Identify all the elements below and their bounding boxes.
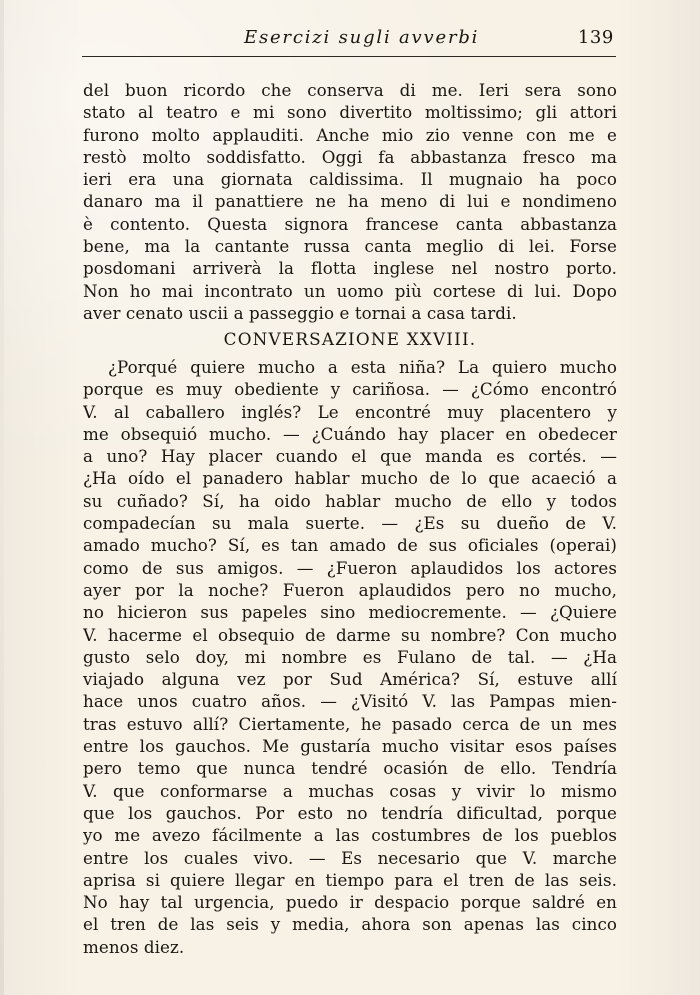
text-line: ieri era una giornata caldissima. Il mugnaio ha poco xyxy=(83,169,617,190)
text-line: è contento. Questa signora francese canta abbastanza xyxy=(83,213,617,234)
conversation-line: porque es muy obediente y cariñosa. — ¿Cómo encontró xyxy=(83,379,617,400)
conversation-line: amado mucho? Sí, es tan amado de sus oficiales (operai) xyxy=(83,535,617,556)
conversation-line: gusto selo doy, mi nombre es Fulano de tal. — ¿Ha xyxy=(83,646,617,667)
conversation-line: viajado alguna vez por Sud América? Sí, estuve allí xyxy=(83,669,617,690)
conversation-line: como de sus amigos. — ¿Fueron aplaudidos los actores xyxy=(83,557,617,578)
text-line: Non ho mai incontrato un uomo più cortese di lui. Dopo xyxy=(83,280,617,301)
text-line: danaro ma il panattiere ne ha meno di lui e nondimeno xyxy=(83,191,617,212)
conversation-line: su cuñado? Sí, ha oido hablar mucho de ello y todos xyxy=(83,490,617,511)
text-line: del buon ricordo che conserva di me. Ieri sera sono xyxy=(83,80,617,100)
conversation-line: yo me avezo fácilmente a las costumbres de los pueblos xyxy=(83,825,617,846)
conversation-line: V. hacerme el obsequio de darme su nombre? Con mucho xyxy=(83,624,617,645)
left-page-margin xyxy=(0,0,4,995)
conversation-line: menos diez. xyxy=(83,936,185,957)
conversation-line: aprisa si quiere llegar en tiempo para el tren de las seis. xyxy=(83,869,617,890)
page-number: 139 xyxy=(577,27,614,48)
conversation-line: el tren de las seis y media, ahora son apenas las cinco xyxy=(83,914,617,935)
conversation-text xyxy=(83,356,617,958)
conversation-line: No hay tal urgencia, puedo ir despacio porque saldré en xyxy=(83,892,617,913)
conversation-line: pero temo que nunca tendré ocasión de ello. Tendría xyxy=(83,758,617,779)
text-line: stato al teatro e mi sono divertito moltissimo; gli attori xyxy=(83,102,617,123)
conversation-line: hace unos cuatro años. — ¿Visitó V. las Pampas mien- xyxy=(83,691,617,712)
conversation-line: entre los gauchos. Me gustaría mucho visitar esos países xyxy=(83,736,617,757)
conversation-line: compadecían su mala suerte. — ¿Es su dueño de V. xyxy=(83,513,617,534)
conversation-heading: CONVERSAZIONE XXVIII. xyxy=(223,329,477,349)
text-line: aver cenato uscii a passeggio e tornai a casa tardi. xyxy=(83,302,517,323)
running-head xyxy=(82,26,616,57)
conversation-line: V. al caballero inglés? Le encontré muy placentero y xyxy=(83,401,617,422)
conversation-line: tras estuvo allí? Ciertamente, he pasado cerca de un mes xyxy=(83,713,617,734)
conversation-line: ¿Porqué quiere mucho a esta niña? La quiero mucho xyxy=(108,357,617,377)
italian-exercise-text xyxy=(83,79,617,324)
conversation-line: V. que conformarse a muchas cosas y vivir lo mismo xyxy=(83,780,617,801)
conversation-line: no hicieron sus papeles sino mediocremente. — ¿Quiere xyxy=(83,602,617,623)
conversation-line: entre los cuales vivo. — Es necesario que V. marche xyxy=(83,847,617,868)
conversation-line: ayer por la noche? Fueron aplaudidos pero no mucho, xyxy=(83,579,617,600)
conversation-line: que los gauchos. Por esto no tendría dificultad, porque xyxy=(83,802,617,823)
running-head-title: Esercizi sugli avverbi xyxy=(244,27,480,48)
text-line: posdomani arriverà la flotta inglese nel nostro porto. xyxy=(83,258,617,279)
text-line: restò molto soddisfatto. Oggi fa abbastanza fresco ma xyxy=(83,146,617,167)
conversation-line: a uno? Hay placer cuando el que manda es cortés. — xyxy=(83,446,617,467)
text-line: furono molto applauditi. Anche mio zio venne con me e xyxy=(83,124,617,145)
conversation-line: ¿Ha oído el panadero hablar mucho de lo que acaeció a xyxy=(83,468,617,489)
conversation-line: me obsequió mucho. — ¿Cuándo hay placer en obedecer xyxy=(83,423,617,444)
text-line: bene, ma la cantante russa canta meglio di lei. Forse xyxy=(83,236,617,257)
